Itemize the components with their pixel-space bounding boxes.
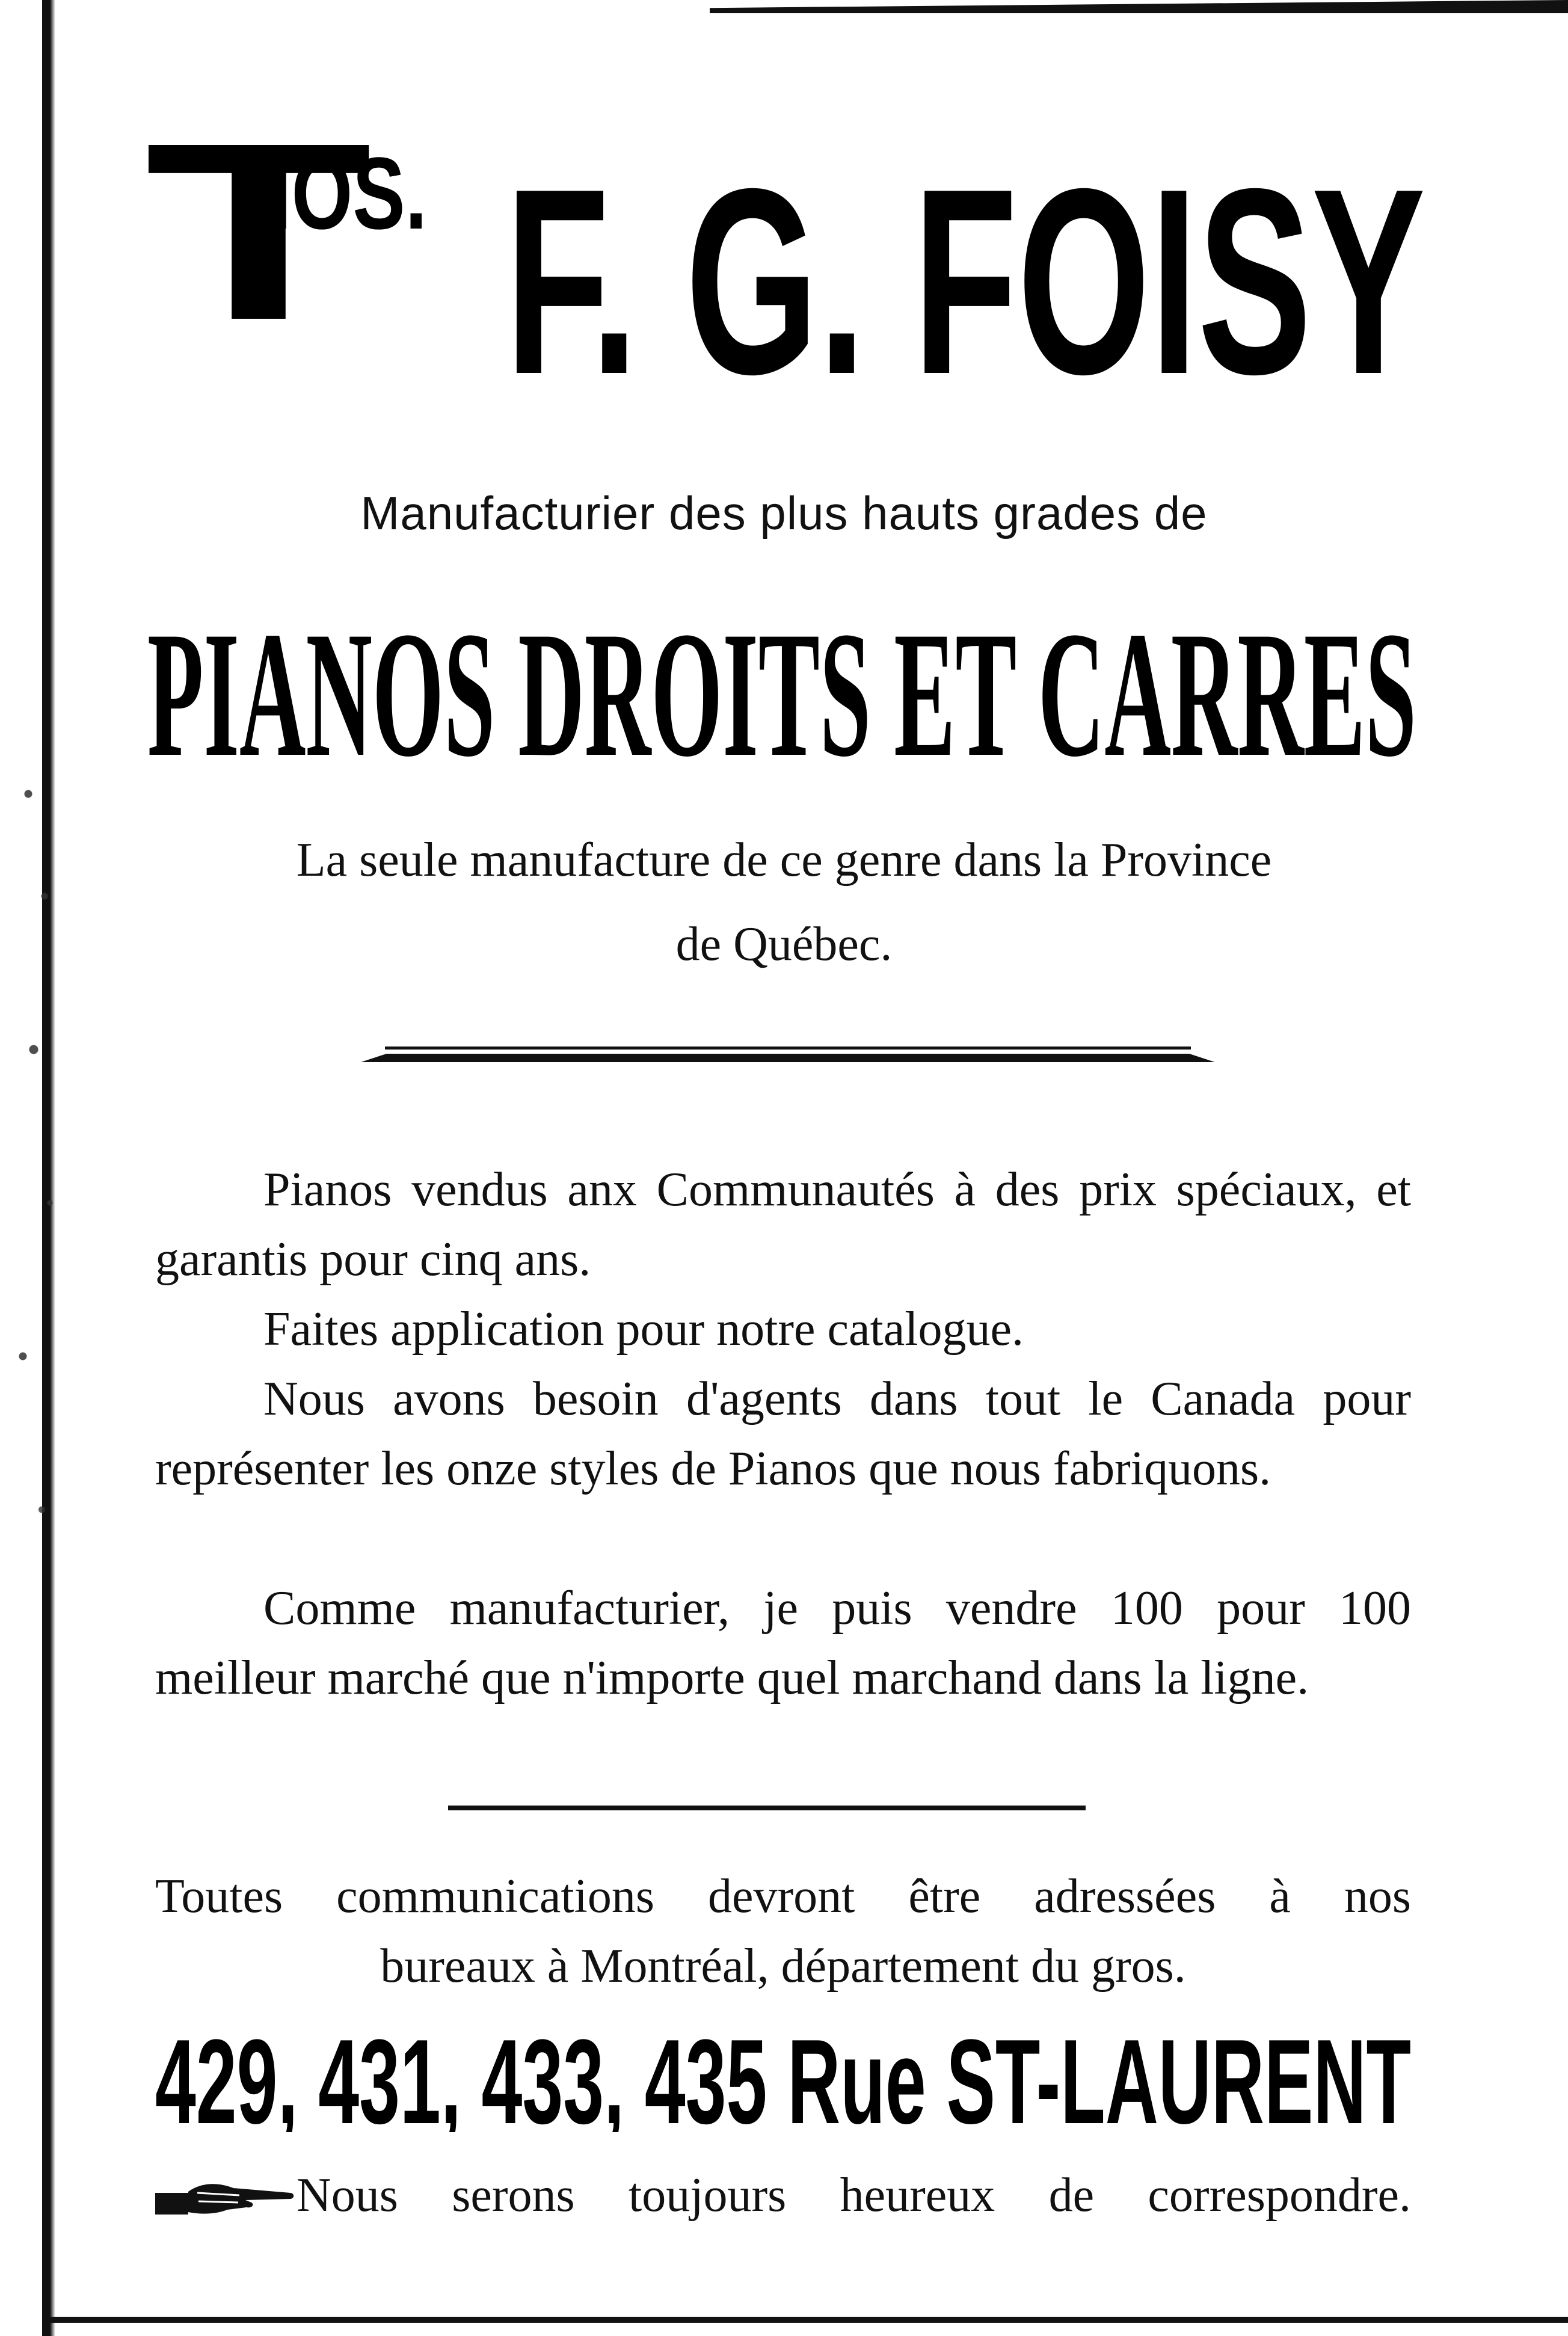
- pointing-hand-icon: [155, 2175, 297, 2217]
- body-paragraph-3-text: Nous avons besoin d'agents dans tout le Canada pour représenter les onze styles de Pianos que nous fabriquons.: [155, 1372, 1411, 1495]
- bottom-edge-rule: [42, 2317, 1568, 2323]
- body-paragraph-2: [155, 1294, 1411, 1364]
- footer-text: Nous serons toujours heureux de correspondre.: [297, 2169, 1411, 2222]
- street-address: [155, 2027, 1411, 2132]
- headline: [147, 601, 1416, 776]
- decorative-divider: [361, 1047, 1215, 1063]
- contact-line1: Toutes communications devront être adressées à nos: [155, 1870, 1411, 1923]
- body-paragraph-1: [155, 1155, 1411, 1294]
- body-paragraph-1-text: Pianos vendus anx Communautés à des prix spéciaux, et garantis pour cinq ans.: [155, 1163, 1411, 1286]
- section-divider: [448, 1806, 1086, 1810]
- subheadline-line1: La seule manufacture de ce genre dans la Province: [296, 834, 1272, 887]
- footer-line: [155, 2168, 1411, 2223]
- tagline: Manufacturier des plus hauts grades de: [360, 487, 1208, 539]
- contact-line2: bureaux à Montréal, département du gros.: [380, 1940, 1186, 1993]
- subheadline-line2: de Québec.: [675, 918, 893, 971]
- masthead-name: F. G. FOISY: [505, 134, 1425, 391]
- masthead-prefix: HOS.: [235, 137, 427, 251]
- body-paragraph-2-text: Faites application pour notre catalogue.: [263, 1303, 1024, 1356]
- body-paragraph-4-text: Comme manufacturier, je puis vendre 100 pour 100 meilleur marché que n'importe quel marchand dans la ligne.: [155, 1582, 1411, 1704]
- body-paragraph-4: [155, 1573, 1411, 1713]
- masthead-prefix-initial: T: [144, 114, 373, 373]
- street-address-text: 429, 431, 433, 435 Rue ST-LAURENT: [155, 2027, 1411, 2132]
- masthead-title: [144, 114, 1425, 391]
- body-paragraph-3: [155, 1364, 1411, 1504]
- top-edge-rule: [710, 0, 1568, 13]
- headline-text: PIANOS DROITS ET CARRES: [147, 601, 1416, 776]
